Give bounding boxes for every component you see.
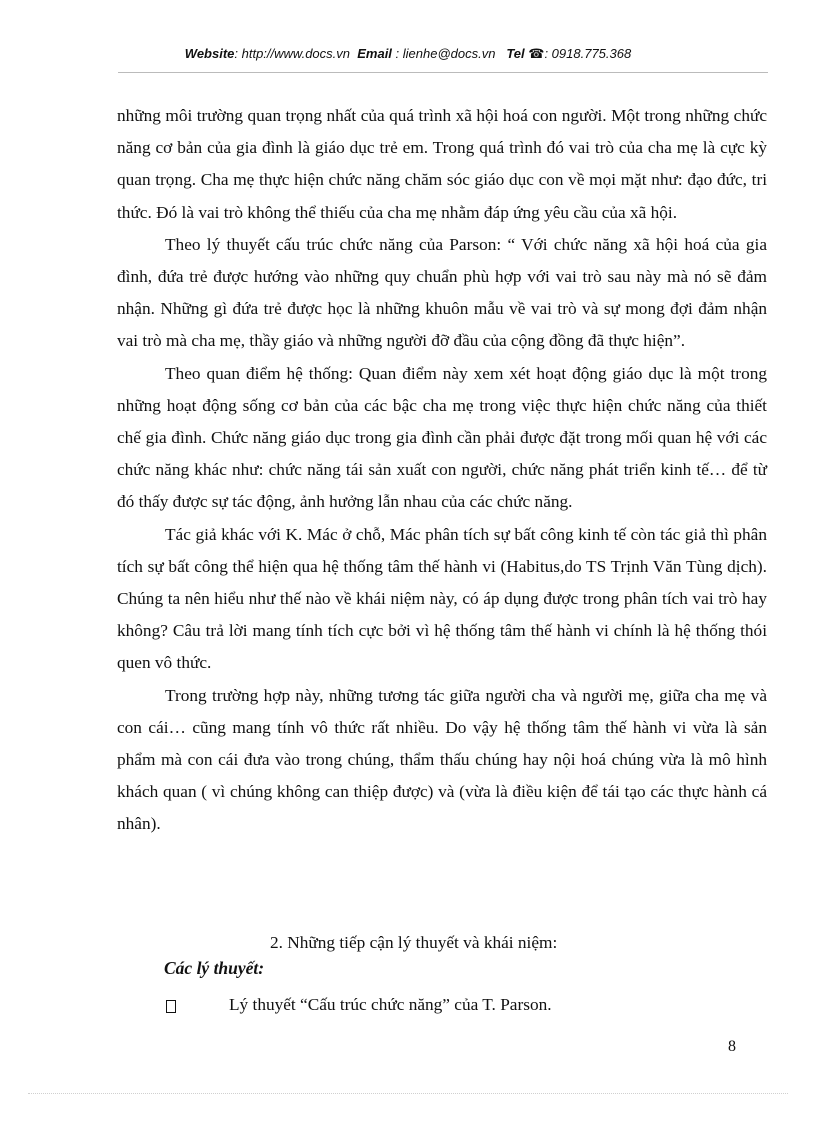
theories-subheading: Các lý thuyết: (164, 958, 265, 978)
website-label: Website (184, 46, 235, 61)
email-label: Email (357, 46, 392, 61)
paragraph: Theo lý thuyết cấu trúc chức năng của Parson: “ Với chức năng xã hội hoá của gia đình, đứa trẻ được hướng vào những quy chuẩn phù hợp với vai trò sau này mà nó sẽ đảm nhận. Những gì đứa trẻ được học là những khuôn mẫu về vai trò và sự mong đợi đảm nhận vai trò mà cha mẹ, thầy giáo và những người đỡ đầu của cộng đồng đã thực hiện”. (117, 234, 767, 351)
paragraph: những môi trường quan trọng nhất của quá trình xã hội hoá con người. Một trong những chức năng cơ bản của gia đình là giáo dục trẻ em. Trong quá trình đó vai trò của cha mẹ là cực kỳ quan trọng. Cha mẹ thực hiện chức năng chăm sóc giáo dục con về mọi mặt như: đạo đức, tri thức. Đó là vai trò không thể thiếu của cha mẹ nhằm đáp ứng yêu cầu của xã hội. (117, 106, 767, 222)
bullet-item-text: Lý thuyết “Cấu trúc chức năng” của T. Parson. (229, 995, 552, 1014)
header-divider (118, 72, 768, 73)
email-value: : lienhe@docs.vn (395, 46, 496, 61)
paragraph: Theo quan điểm hệ thống: Quan điểm này xem xét hoạt động giáo dục là một trong những hoạt động sống cơ bản của các bậc cha mẹ trong việc thực hiện chức năng của thiết chế gia đình. Chức năng giáo dục trong gia đình cần phải được đặt trong mối quan hệ với các chức năng khác như: chức năng tái sản xuất con người, chức năng phát triển kinh tế… để từ đó thấy được sự tác động, ảnh hưởng lẫn nhau của các chức năng. (117, 363, 767, 512)
checkbox-bullet-icon (166, 1000, 176, 1013)
footer-divider (28, 1093, 788, 1094)
tel-value: : 0918.775.368 (544, 46, 632, 61)
website-value: : http://www.docs.vn (234, 46, 350, 61)
document-body (117, 100, 767, 841)
page-header (0, 46, 816, 62)
tel-label: Tel (506, 46, 525, 61)
page-number: 8 (728, 1038, 736, 1055)
phone-icon: ☎ (528, 46, 545, 61)
section-heading: 2. Những tiếp cận lý thuyết và khái niệm: (270, 933, 558, 952)
paragraph: Trong trường hợp này, những tương tác giữa người cha và người mẹ, giữa cha mẹ và con cái… cũng mang tính vô thức rất nhiều. Do vậy hệ thống tâm thế hành vi vừa là sản phẩm mà con cái đưa vào trong chúng, thẩm thấu chúng hay nội hoá chúng vừa là mô hình khách quan ( vì chúng không can thiệp được) và (vừa là điều kiện để tái tạo các thực hành cá nhân). (117, 685, 767, 834)
paragraph: Tác giả khác với K. Mác ở chỗ, Mác phân tích sự bất công kinh tế còn tác giả thì phân tích sự bất công thể hiện qua hệ thống tâm thế hành vi (Habitus,do TS Trịnh Văn Tùng dịch). Chúng ta nên hiểu như thế nào về khái niệm này, có áp dụng được trong phân tích vai trò hay không? Câu trả lời mang tính tích cực bởi vì hệ thống tâm thế hành vi chính là hệ thống thói quen vô thức. (117, 524, 767, 673)
